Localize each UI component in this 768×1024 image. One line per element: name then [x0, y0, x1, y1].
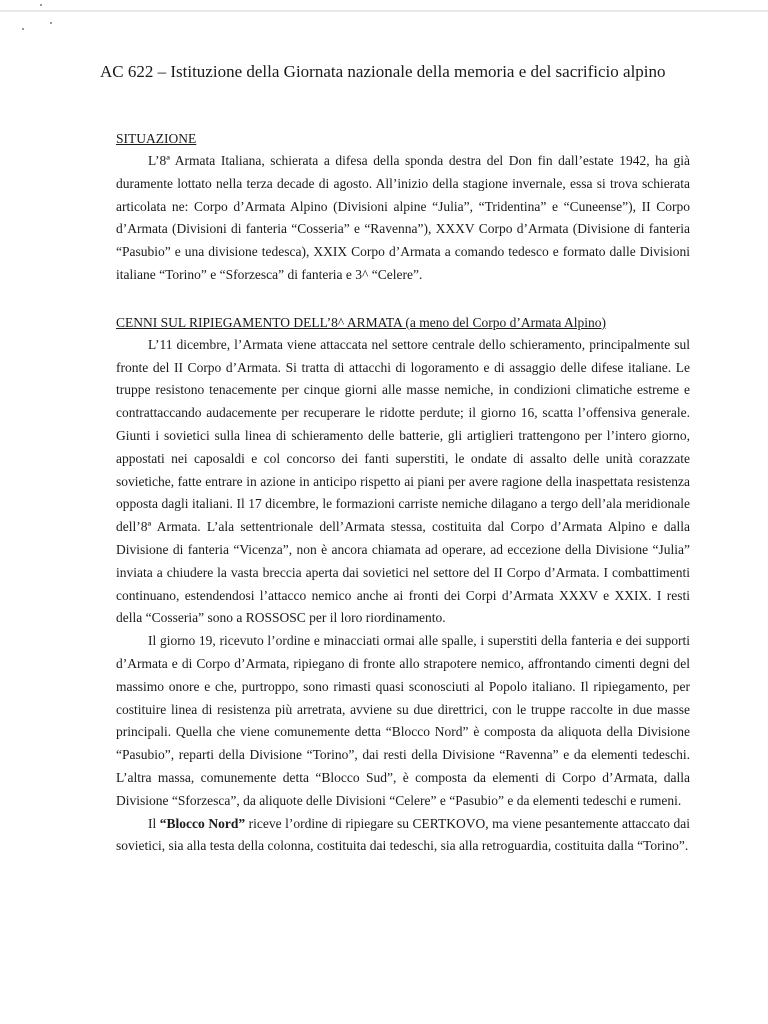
- blocco-nord-highlight: “Blocco Nord”: [159, 815, 246, 831]
- scan-speck: [50, 22, 52, 24]
- paragraph-19-dicembre: Il giorno 19, ricevuto l’ordine e minacciati ormai alle spalle, i superstiti della fanteria e dei supporti d’Armata e di Corpo d’Armata, ripiegano di fronte allo strapotere nemico, affrontando cimenti degni del massimo onore e che, purtroppo, sono rimasti quasi sconosciuti al Popolo italiano. Il ripiegamento, per costituire linea di resistenza più arretrata, avviene su due direttrici, con le truppe raccolte in due masse principali. Quella che viene comunemente detta “Blocco Nord” è composta da aliquota della Divisione “Pasubio”, reparti della Divisione “Torino”, dai resti della Divisione “Ravenna” e da elementi tedeschi. L’altra massa, comunemente detta “Blocco Sud”, è composta da elementi di Corpo d’Armata, dalla Divisione “Sforzesca”, da aliquote delle Divisioni “Celere” e “Pasubio” e da elementi tedeschi e rumeni.: [116, 633, 690, 808]
- document-body: [116, 128, 690, 858]
- scan-speck: [22, 28, 24, 30]
- paragraph-11-dicembre: L’11 dicembre, l’Armata viene attaccata nel settore centrale dello schieramento, principalmente sul fronte del II Corpo d’Armata. Si tratta di attacchi di logoramento e di assaggio delle difese italiane. Le truppe resistono tenacemente per cinque giorni alle masse nemiche, in condizioni climatiche estreme e contrattaccando audacemente per recuperare le ridotte perdute; il giorno 16, scatta l’offensiva generale. Giunti i sovietici sulla linea di schieramento delle batterie, gli artiglieri trattengono per l’intero giorno, appostati nei caposaldi e col concorso dei fanti superstiti, le ondate di assalto delle unità corazzate sovietiche, fatte entrare in azione in anticipo rispetto ai piani per avere ragione della inaspettata resistenza opposta dagli italiani. Il 17 dicembre, le formazioni carriste nemiche dilagano a tergo dell’ala meridionale dell’8ª Armata. L’ala settentrionale dell’Armata stessa, costituita dal Corpo d’Armata Alpino e dalla Divisione di fanteria “Vicenza”, non è ancora chiamata ad operare, ad eccezione della Divisione “Julia” inviata a chiudere la vasta breccia aperta dai sovietici nel settore del II Corpo d’Armata. I combattimenti continuano, estendendosi l’attacco nemico anche ai fronti dei Corpi d’Armata XXXV e XXIX. I resti della “Cosseria” sono a ROSSOSC per il loro riordinamento.: [116, 336, 690, 626]
- scan-edge: [0, 10, 768, 12]
- paragraph-rest: riceve l’ordine di ripiegare su CERTKOVO, ma viene pesantemente attaccato dai sovietici, sia alla testa della colonna, costituita dai tedeschi, sia alla retroguardia, costituita dalla “Torino”.: [116, 815, 690, 854]
- paragraph-lead: Il: [148, 815, 160, 831]
- paragraph-situazione: L’8ª Armata Italiana, schierata a difesa della sponda destra del Don fin dall’estate 1942, ha già duramente lottato nella terza decade di agosto. All’inizio della stagione invernale, essa si trova schierata articolata ne: Corpo d’Armata Alpino (Divisioni alpine “Julia”, “Tridentina” e “Cuneense”), II Corpo d’Armata (Divisioni di fanteria “Cosseria” e “Ravenna”), XXXV Corpo d’Armata (Divisione di fanteria “Pasubio” e una divisione tedesca), XXIX Corpo d’Armata a comando tedesco e formato dalle Divisioni italiane “Torino” e “Sforzesca” di fanteria e 3^ “Celere”.: [116, 153, 690, 282]
- paragraph-blocco-nord: [116, 813, 690, 859]
- scan-speck: [40, 4, 42, 6]
- document-title: AC 622 – Istituzione della Giornata nazionale della memoria e del sacrificio alpino: [100, 62, 666, 81]
- section-heading-ripiegamento: CENNI SUL RIPIEGAMENTO DELL’8^ ARMATA (a meno del Corpo d’Armata Alpino): [116, 314, 606, 330]
- section-heading-situazione: SITUAZIONE: [116, 131, 197, 146]
